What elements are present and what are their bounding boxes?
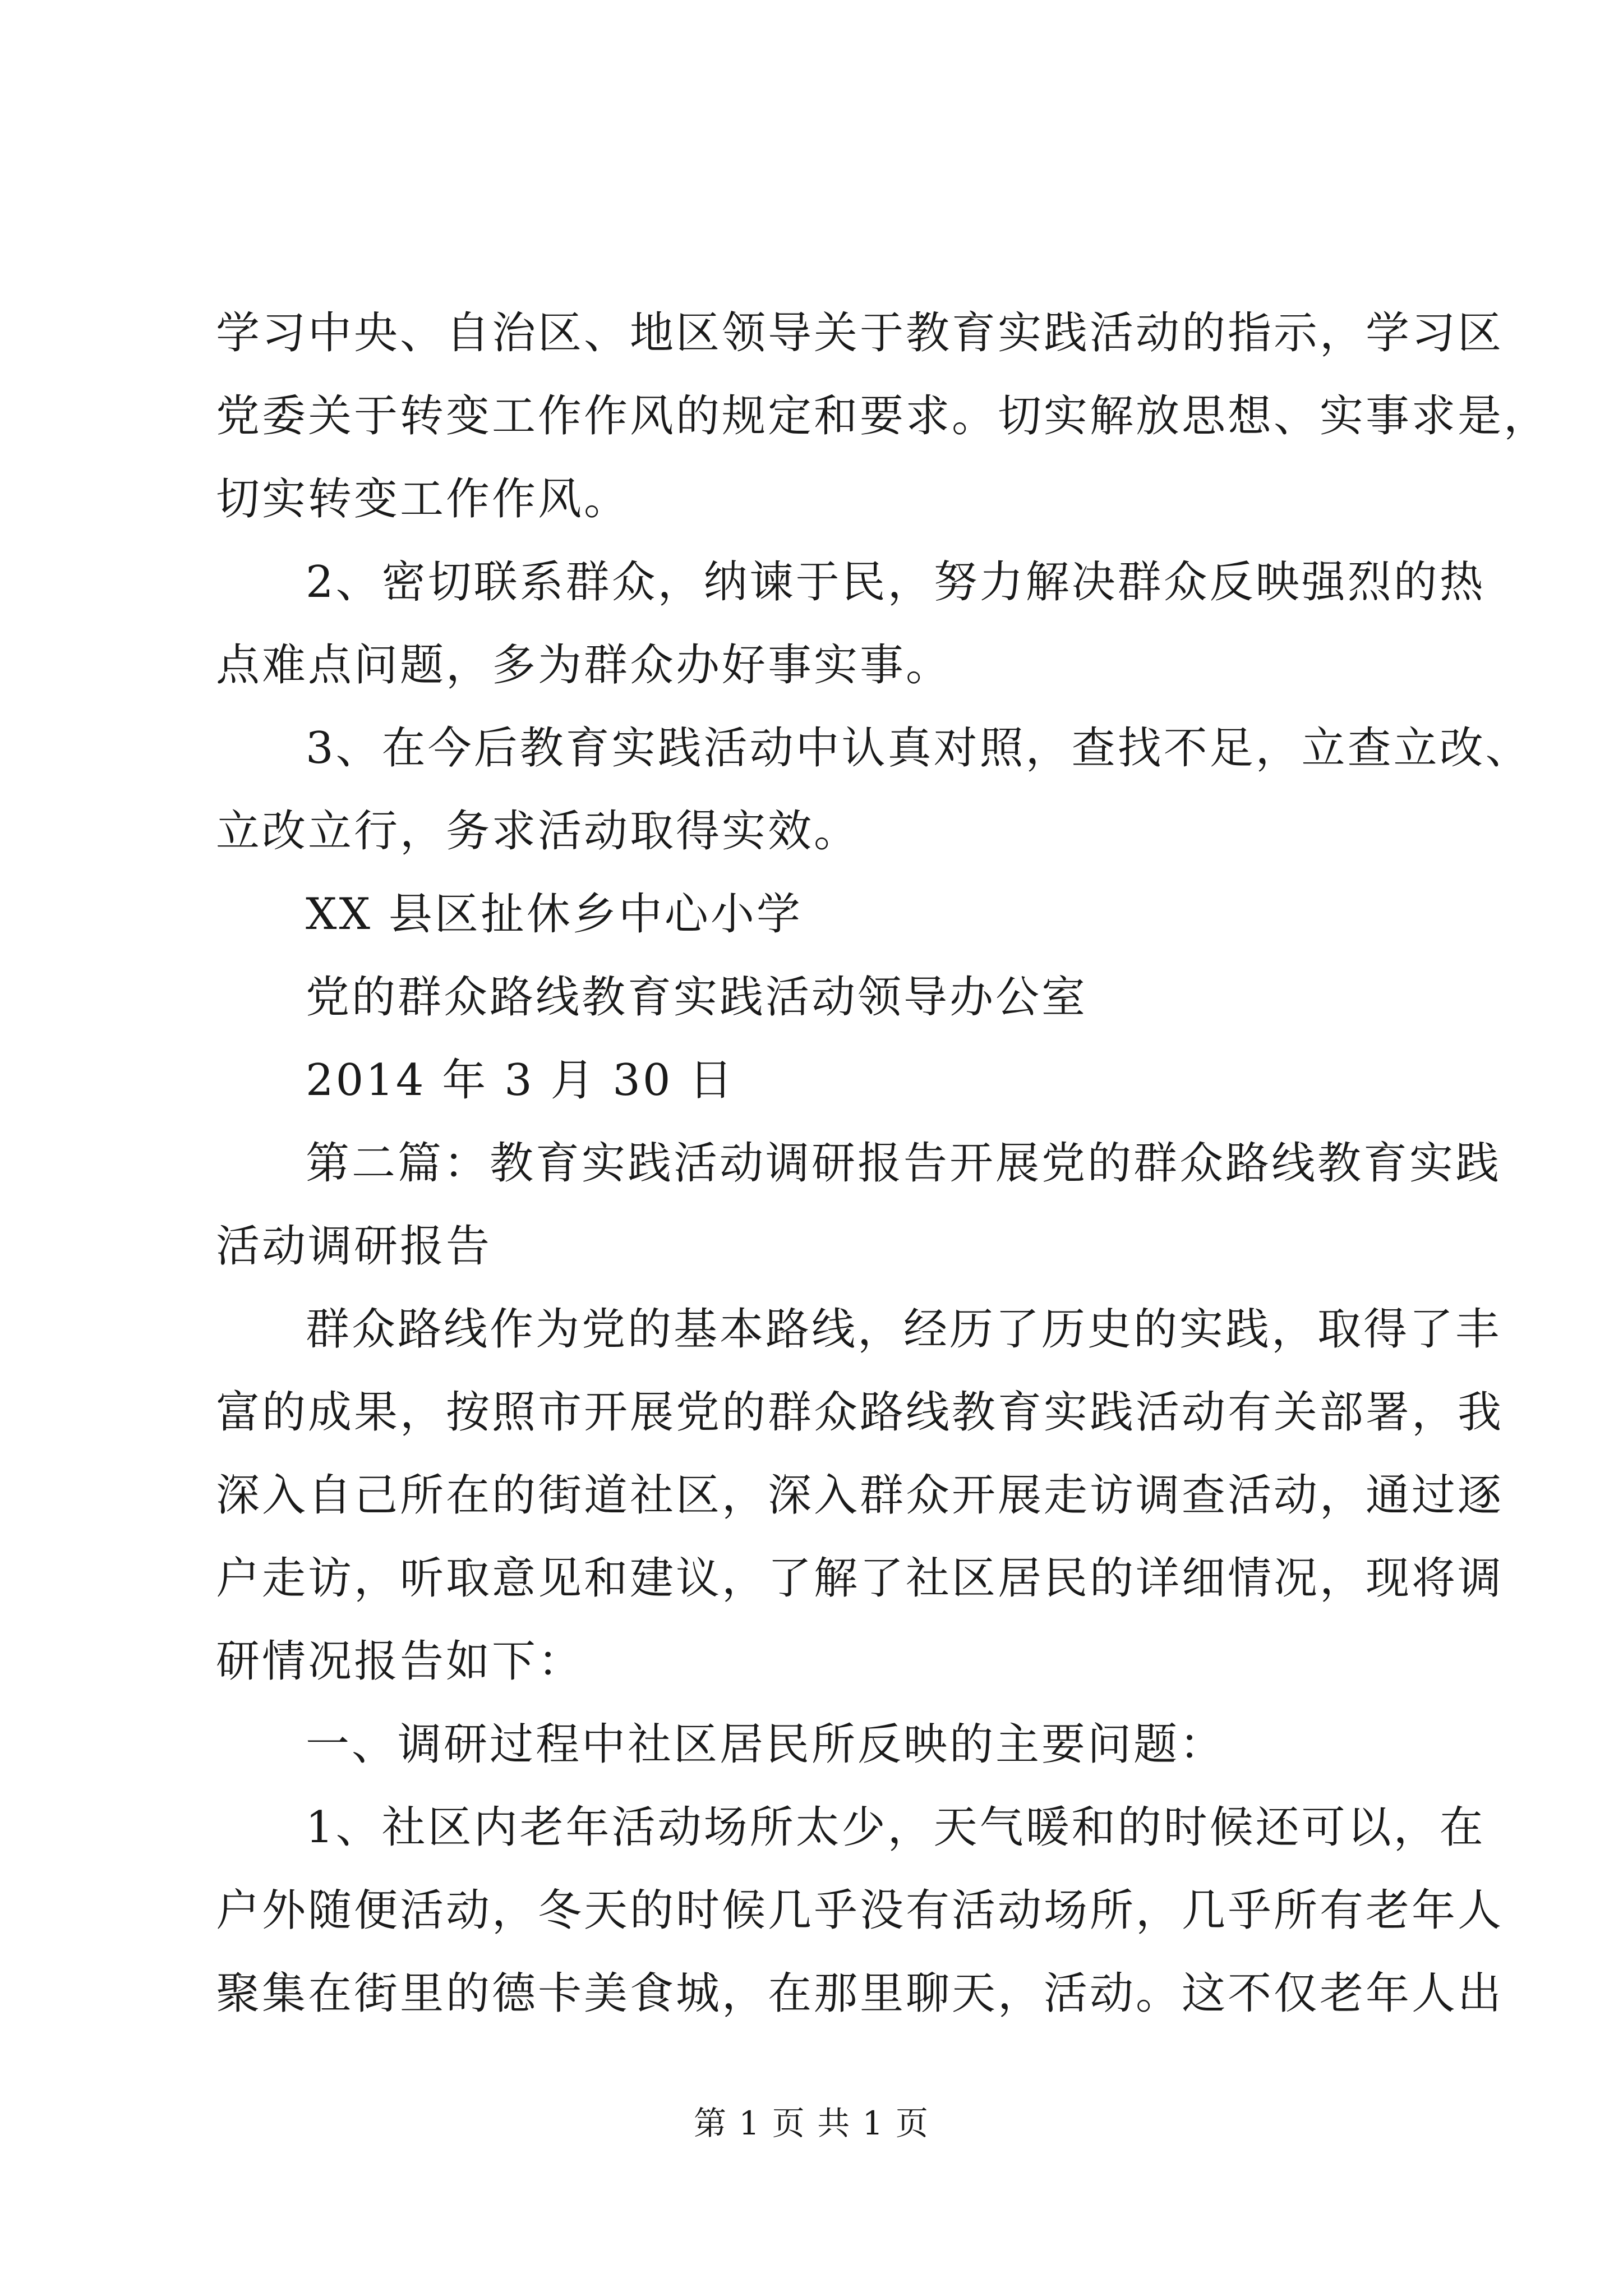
text-line: 3、在今后教育实践活动中认真对照，查找不足，立查立改、 <box>306 723 1532 774</box>
text-line: 深入自己所在的街道社区，深入群众开展走访调查活动，通过逐 <box>216 1470 1504 1521</box>
text-line: 群众路线作为党的基本路线，经历了历史的实践，取得了丰 <box>306 1304 1502 1355</box>
signature-organization: XX 县区扯休乡中心小学 <box>306 889 803 940</box>
text-line: 切实转变工作作风。 <box>216 474 630 524</box>
text-line: 1、社区内老年活动场所太少，天气暖和的时候还可以，在 <box>306 1802 1486 1853</box>
section-heading: 第二篇：教育实践活动调研报告开展党的群众路线教育实践 <box>306 1138 1502 1189</box>
text-line: 点难点问题，多为群众办好事实事。 <box>216 640 952 691</box>
signature-office: 党的群众路线教育实践活动领导办公室 <box>306 972 1088 1023</box>
document-body <box>216 292 1550 2035</box>
text-line: 学习中央、自治区、地区领导关于教育实践活动的指示，学习区 <box>216 308 1504 358</box>
text-line: 富的成果，按照市开展党的群众路线教育实践活动有关部署，我 <box>216 1387 1504 1438</box>
signature-date: 2014 年 3 月 30 日 <box>306 1055 735 1106</box>
text-line: 研情况报告如下： <box>216 1636 584 1687</box>
text-line: 2、密切联系群众，纳谏于民，努力解决群众反映强烈的热 <box>306 557 1486 608</box>
subsection-heading: 一、调研过程中社区居民所反映的主要问题： <box>306 1719 1226 1770</box>
text-line: 聚集在街里的德卡美食城，在那里聊天，活动。这不仅老年人出 <box>216 1968 1504 2019</box>
text-line: 户走访，听取意见和建议，了解了社区居民的详细情况，现将调 <box>216 1553 1504 1604</box>
text-line: 党委关于转变工作作风的规定和要求。切实解放思想、实事求是， <box>216 391 1550 441</box>
page-footer: 第 1 页 共 1 页 <box>694 2104 929 2142</box>
text-line: 立改立行，务求活动取得实效。 <box>216 806 860 857</box>
section-heading-cont: 活动调研报告 <box>216 1221 492 1272</box>
text-line: 户外随便活动，冬天的时候几乎没有活动场所，几乎所有老年人 <box>216 1885 1504 1936</box>
